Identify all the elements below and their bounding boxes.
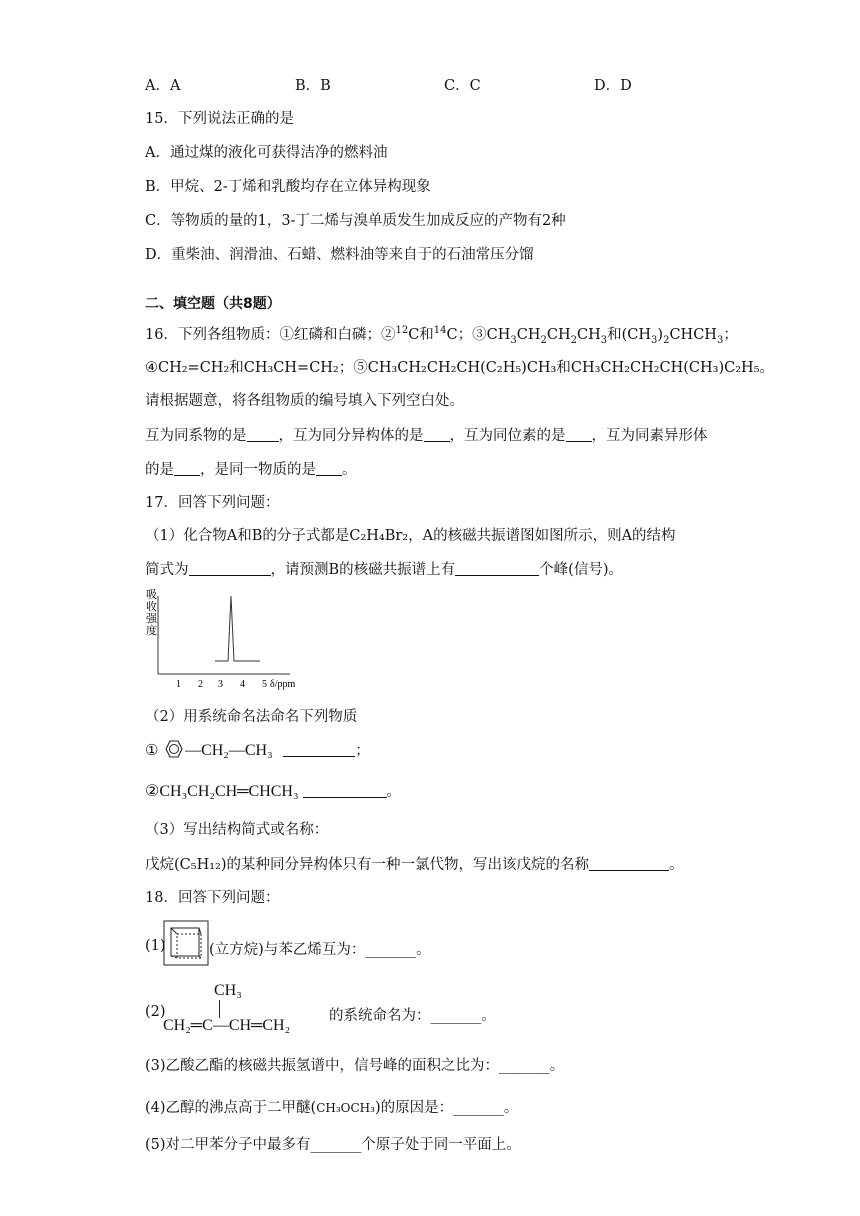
answer-blank[interactable] (303, 783, 387, 798)
q18-sub1-num: (1) (145, 938, 166, 954)
q16-line-3: 请根据题意，将各组物质的编号填入下列空白处。 (145, 393, 464, 409)
answer-blank[interactable] (455, 561, 539, 576)
q16-line-2: ④CH₂=CH₂和CH₃CH=CH₂；⑤CH₃CH₂CH₂CH(C₂H₅)CH₃和CH₃CH₂CH₂CH(CH₃)C₂H₅。 (145, 360, 775, 376)
q16-line-1: 16．下列各组物质：①红磷和白磷；②$^{12}$C和$^{14}$C；$③CH_3CH_2CH_2CH_3$和$(CH_3)_2CHCH_3$； (145, 325, 738, 346)
q18-sub2-num: (2) (145, 1004, 166, 1020)
ylabel-char: 收 (146, 601, 157, 613)
q17-part3-line: 戊烷(C₅H₁₂)的某种同分异构体只有一种一氯代物，写出该戊烷的名称 。 (145, 857, 684, 873)
q18-sub4: (4)乙醇的沸点高于二甲醚(CH₃OCH₃)的原因是：_______。 (145, 1100, 519, 1116)
answer-blank[interactable] (424, 427, 450, 442)
ylabel-char: 强 (146, 613, 157, 625)
nmr-spectrum (140, 586, 320, 692)
bond-line (219, 1000, 220, 1018)
benzene-ring-icon (163, 738, 185, 760)
q15-option-b: B．甲烷、2-丁烯和乳酸均存在立体异构现象 (145, 179, 431, 195)
x-tick: 4 (240, 679, 245, 690)
q17-part2-item1: ① —CH₂—CH₃ ； (145, 738, 370, 760)
q15-option-c: C．等物质的量的1，3-丁二烯与溴单质发生加成反应的产物有2种 (145, 213, 566, 229)
q18-sub3: (3)乙酸乙酯的核磁共振氢谱中，信号峰的面积之比为：_______。 (145, 1058, 565, 1074)
q15-option-d: D．重柴油、润滑油、石蜡、燃料油等来自于的石油常压分馏 (145, 247, 534, 263)
x-tick: 5 (262, 679, 267, 690)
q16-line-5: 的是 ，是同一物质的是 。 (145, 462, 357, 478)
answer-blank[interactable] (283, 742, 355, 757)
answer-blank[interactable] (566, 427, 592, 442)
q14-option-d: D．D (594, 78, 632, 94)
x-tick: 2 (198, 679, 203, 690)
q17-part3: （3）写出结构简式或名称： (145, 822, 329, 838)
q17-part1-line2: 简式为 ，请预测B的核磁共振谱上有 个峰(信号)。 (145, 562, 623, 578)
q17-part2-item2: ②CH₃CH₂CH═CHCH₃ 。 (145, 783, 402, 800)
answer-blank[interactable] (189, 561, 271, 576)
q18-sub2-text: 的系统命名为：_______。 (329, 1008, 496, 1024)
q14-option-b: B．B (295, 78, 331, 94)
q15-stem: 15．下列说法正确的是 (145, 111, 294, 127)
ylabel-char: 吸 (146, 589, 157, 601)
x-tick: 3 (218, 679, 223, 690)
q18-sub5: (5)对二甲苯分子中最多有_______个原子处于同一平面上。 (145, 1137, 521, 1153)
q16-line-4: 互为同系物的是 ，互为同分异构体的是 ，互为同位素的是 ，互为同素异形体 (145, 428, 708, 444)
diene-formula: CH₂═C—CH═CH₂ (163, 1017, 291, 1034)
x-axis-unit: δ/ppm (270, 679, 296, 690)
answer-blank[interactable] (316, 461, 342, 476)
q18-stem: 18．回答下列问题： (145, 890, 280, 906)
ylabel-char: 度 (146, 625, 157, 637)
q15-option-a: A．通过煤的液化可获得洁净的燃料油 (145, 145, 388, 161)
q18-sub1-text: (立方烷)与苯乙烯互为：_______。 (209, 942, 431, 958)
answer-blank[interactable] (174, 461, 200, 476)
q14-option-a: A．A (145, 78, 181, 94)
methyl-group: CH₃ (214, 982, 242, 999)
answer-blank[interactable] (247, 427, 279, 442)
nmr-peak (215, 596, 260, 661)
q17-part1-line1: （1）化合物A和B的分子式都是C₂H₄Br₂，A的核磁共振谱图如图所示，则A的结构 (145, 528, 676, 544)
x-tick: 1 (176, 679, 181, 690)
q14-option-c: C．C (444, 78, 481, 94)
q17-stem: 17．回答下列问题： (145, 495, 280, 511)
cubane-structure (163, 920, 209, 966)
answer-blank[interactable] (589, 856, 669, 871)
section-title: 二、填空题（共8题） (145, 296, 281, 312)
q17-part2: （2）用系统命名法命名下列物质 (145, 709, 358, 725)
